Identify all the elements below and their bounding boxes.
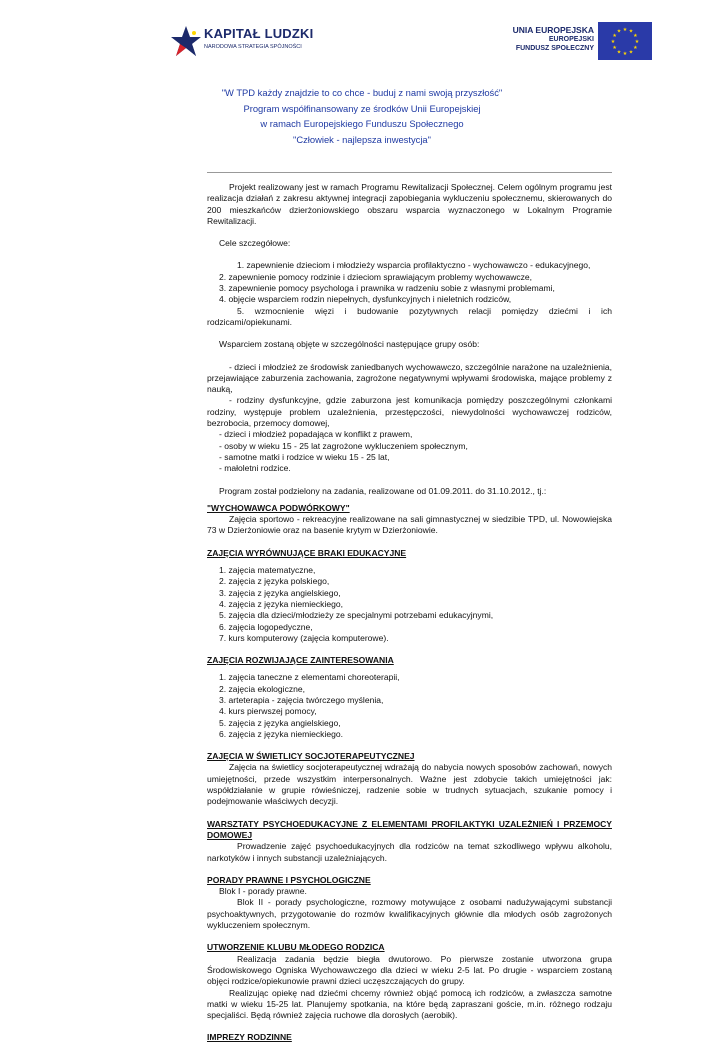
eu-star-icon: ★	[633, 33, 638, 39]
goal-item: 2. zapewnienie pomocy rodzinie i dzieciom sprawiającym problemy wychowawcze,	[219, 271, 533, 282]
group-item: - osoby w wieku 15 - 25 lat zagrożone wykluczeniem społecznym,	[219, 440, 468, 451]
group-item: - małoletni rodzice.	[219, 463, 291, 474]
groups-title: Wsparciem zostaną objęte w szczególności następujące grupy osób:	[219, 339, 480, 350]
kapital-ludzki-star-icon	[170, 24, 202, 58]
group-item: - samotne matki i rodzice w wieku 15 - 25 lat,	[219, 451, 390, 462]
group-item: - dzieci i młodzież ze środowisk zaniedbanych wychowawczo, szczególnie narażone na uzależnienia, przejawiające zaburzenia zachowania, zagrożone negatywnymi wpływami środowiska, mające problemy z nauką,	[207, 361, 612, 395]
section-text: Prowadzenie zajęć psychoedukacyjnych dla rodziców na temat szkodliwego wpływu alkoholu, narkotyków i innych substancji uzależniających.	[207, 841, 612, 863]
header-divider	[207, 172, 612, 173]
goal-item: 1. zapewnienie dzieciom i młodzieży wsparcia profilaktyczno - wychowawczo - edukacyjnego,	[237, 260, 591, 271]
list-item: 5. zajęcia dla dzieci/młodzieży ze specjalnymi potrzebami edukacyjnymi,	[219, 610, 494, 621]
list-item: 7. kurs komputerowy (zajęcia komputerowe).	[219, 632, 389, 643]
section-text: Blok I - porady prawne.	[219, 886, 307, 897]
tasks-intro: Program został podzielony na zadania, realizowane od 01.09.2011. do 31.10.2012., tj.:	[219, 485, 547, 496]
header-slogan: "W TPD każdy znajdzie to co chce - buduj z nami swoją przyszłość"	[221, 87, 503, 98]
kapital-ludzki-subtitle: NARODOWA STRATEGIA SPÓJNOŚCI	[204, 44, 302, 50]
list-item: 2. zajęcia ekologiczne,	[219, 683, 305, 694]
eu-logo	[512, 22, 652, 62]
eu-star-icon: ★	[633, 45, 638, 51]
eu-star-icon: ★	[628, 49, 634, 56]
section-title: "WYCHOWAWCA PODWÓRKOWY"	[207, 502, 350, 513]
section-text: Realizacja zadania będzie biegła dwutorowo. Po pierwsze zostanie utworzona grupa Środowiskowego Ogniska Wychowawczego dla dzieci w wieku 2-5 lat. Po drugie - wsparciem zostaną objęci rodzice/opiekunowie prawni dzieci uczęszczających do grupy.	[207, 953, 612, 987]
intro-paragraph: Projekt realizowany jest w ramach Programu Rewitalizacji Społecznej. Celem ogólnym programu jest realizacja działań z zakresu aktywnej integracji zapobiegania wykluczeniu społecznemu, skierowanych do 200 mieszkańców dzierżoniowskiego obszaru wsparcia wyznaczonego w Lokalnym Programie Rewitalizacji.	[207, 182, 612, 226]
goal-item: 5. wzmocnienie więzi i budowanie pozytywnych relacji pomiędzy dziećmi i ich rodzicami/opiekunami.	[207, 305, 612, 327]
list-item: 4. zajęcia z języka niemieckiego,	[219, 598, 343, 609]
goal-item: 4. objęcie wsparciem rodzin niepełnych, dysfunkcyjnych i nieletnich rodziców,	[219, 294, 512, 305]
section-title: IMPREZY RODZINNE	[207, 1032, 292, 1043]
eu-flag-icon	[598, 22, 652, 60]
document-header	[200, 85, 524, 147]
kapital-ludzki-logo	[170, 22, 320, 62]
group-item: - rodziny dysfunkcyjne, gdzie zaburzona jest komunikacja pomiędzy poszczególnymi członkami rodziny, występuje problem uzależnienia, przestępczości, niewydolności wychowawczej rodziców, bezrobocia, przemocy domowej,	[207, 395, 612, 429]
header-motto: "Człowiek - najlepsza inwestycja"	[293, 133, 431, 145]
list-item: 3. arteterapia - zajęcia twórczego myślenia,	[219, 694, 384, 705]
list-item: 1. zajęcia matematyczne,	[219, 565, 316, 576]
section-title: PORADY PRAWNE I PSYCHOLOGICZNE	[207, 874, 371, 885]
list-item: 3. zajęcia z języka angielskiego,	[219, 587, 341, 598]
goals-title: Cele szczegółowe:	[219, 238, 291, 249]
section-text: Blok II - porady psychologiczne, rozmowy motywujące z osobami nadużywającymi substancji psychoaktywnych, przygotowanie do rozmów kwalifikacyjnych głównie dla młodych osób zagrożonych wykluczeniem społecznym.	[207, 897, 612, 931]
list-item: 1. zajęcia taneczne z elementami choreoterapii,	[219, 672, 400, 683]
group-item: - dzieci i młodzież popadająca w konflikt z prawem,	[219, 429, 413, 440]
header-cofinance: Program współfinansowany ze środków Unii Europejskiej	[243, 102, 481, 114]
goal-item: 3. zapewnienie pomocy psychologa i prawnika w radzeniu sobie z własnymi problemami,	[219, 283, 555, 294]
list-item: 4. kurs pierwszej pomocy,	[219, 706, 317, 717]
header-fund: w ramach Europejskiego Funduszu Społecznego	[260, 118, 464, 129]
section-title: ZAJĘCIA W ŚWIETLICY SOCJOTERAPEUTYCZNEJ	[207, 751, 415, 762]
document-body	[207, 182, 612, 1044]
eu-logo-line3: FUNDUSZ SPOŁECZNY	[515, 45, 594, 52]
kapital-ludzki-title: KAPITAŁ LUDZKI	[204, 26, 314, 41]
eu-star-icon: ★	[622, 27, 628, 33]
section-text: Zajęcia na świetlicy socjoterapeutycznej wdrażają do nabycia nowych sposobów zachowań, nowych umiejętności, przede wszystkim interpersonalnych. Ważne jest zdobycie takich umiejętności jak: współdziałanie w grupie rówieśniczej, radzenie sobie w trudnych sytuacjach, szukanie pomocy i podejmowanie właściwych decyzji.	[207, 762, 612, 807]
section-title: UTWORZENIE KLUBU MŁODEGO RODZICA	[207, 942, 385, 953]
eu-star-icon: ★	[616, 49, 622, 56]
list-item: 2. zajęcia z języka polskiego,	[219, 576, 330, 587]
eu-logo-line1: UNIA EUROPEJSKA	[512, 25, 594, 35]
list-item: 5. zajęcia z języka angielskiego,	[219, 717, 341, 728]
section-title: ZAJĘCIA ROZWIJAJĄCE ZAINTERESOWANIA	[207, 655, 394, 666]
eu-star-icon: ★	[628, 28, 634, 35]
eu-star-icon: ★	[610, 39, 616, 45]
eu-star-icon: ★	[616, 28, 622, 35]
list-item: 6. zajęcia logopedyczne,	[219, 621, 313, 632]
section-title: ZAJĘCIA WYRÓWNUJĄCE BRAKI EDUKACYJNE	[207, 547, 407, 558]
list-item: 6. zajęcia z języka niemieckiego.	[219, 728, 343, 739]
section-text: Realizując opiekę nad dziećmi chcemy również objąć pomocą ich rodziców, a zwłaszcza samotne matki w wieku 15-25 lat. Planujemy spotkania, na które będą zapraszani goście, m.in. różnego rodzaju specjaliści. Będą również zajęcia ruchowe dla dorosłych (aerobik).	[207, 987, 612, 1021]
eu-star-icon: ★	[622, 51, 628, 57]
eu-logo-text	[513, 26, 594, 53]
eu-star-icon: ★	[612, 45, 617, 51]
section-text: Zajęcia sportowo - rekreacyjne realizowane na sali gimnastycznej w siedzibie TPD, ul. Nowowiejska 73 w Dzierżoniowie oraz na basenie krytym w Dzierżoniowie.	[207, 514, 612, 536]
eu-star-icon: ★	[612, 33, 617, 39]
eu-logo-line2: EUROPEJSKI	[548, 36, 594, 43]
eu-star-icon: ★	[634, 39, 640, 45]
section-title: WARSZTATY PSYCHOEDUKACYJNE Z ELEMENTAMI PROFILAKTYKI UZALEŻNIEŃ I PRZEMOCY DOMOWEJ	[207, 818, 612, 840]
